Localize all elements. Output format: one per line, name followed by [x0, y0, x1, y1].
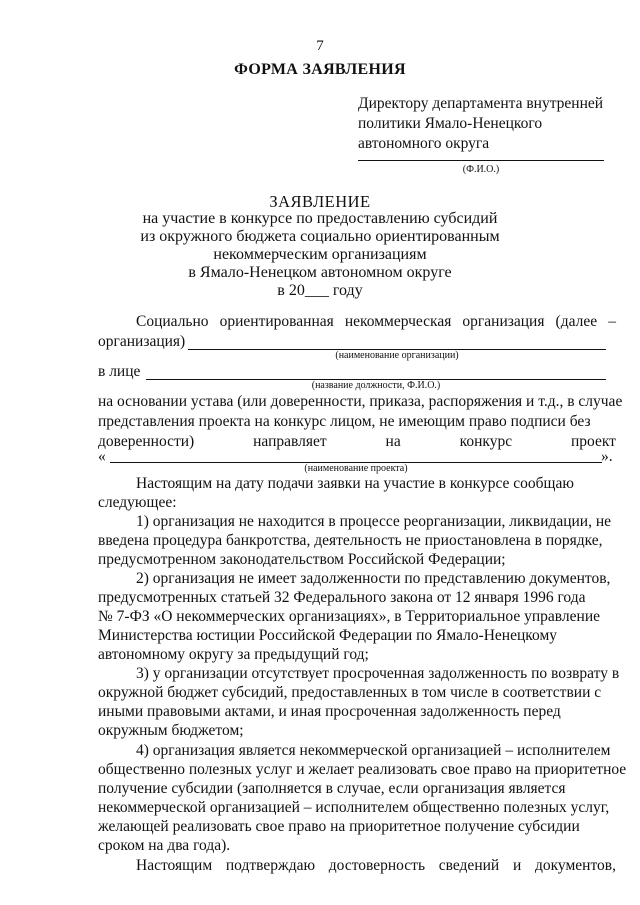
- project-name-caption: (наименование проекта): [304, 463, 408, 474]
- intro-line-2: организация): [98, 333, 186, 350]
- item3-line-4: окружным бюджетом;: [98, 722, 244, 739]
- basis-word: проект: [570, 433, 616, 450]
- item4-line-4: некоммерческой организацией – исполнителем общественно полезных услуг,: [98, 799, 610, 816]
- confirm-word: подтверждаю: [225, 857, 316, 874]
- form-title: ФОРМА ЗАЯВЛЕНИЯ: [234, 61, 406, 78]
- body-p1-line-2: следующее:: [98, 494, 177, 511]
- basis-line-3: [98, 433, 616, 451]
- confirm-word: достоверность: [328, 857, 426, 874]
- heading-line-2: из окружного бюджета социально ориентированным: [140, 228, 500, 245]
- basis-word: на: [385, 433, 401, 450]
- intro-word: Социально: [136, 313, 209, 330]
- item1-line-3: предусмотренном законодательством Российской Федерации;: [98, 551, 506, 568]
- item4-line-2: общественно полезных услуг и желает реализовать свое право на приоритетное: [98, 761, 627, 778]
- addressee-line-1: Директору департамента внутренней: [358, 95, 604, 112]
- fio-blank-line: [358, 160, 604, 161]
- item1-line-2: введена процедура банкротства, деятельность не приостановлена в порядке,: [98, 532, 603, 549]
- quote-close: ».: [601, 448, 613, 465]
- basis-line-1: на основании устава (или доверенности, приказа, распоряжения и т.д., в случае: [98, 393, 623, 410]
- item4-line-6: сроком на два года).: [98, 837, 231, 854]
- quote-open: «: [98, 448, 106, 465]
- item3-line-2: окружной бюджет субсидий, предоставленных в том числе в соответствии с: [98, 684, 602, 701]
- item3-line-3: иными правовыми актами, и иная просроченная задолженность перед: [98, 703, 561, 720]
- confirm-word: и: [512, 857, 522, 874]
- page-number: 7: [316, 38, 324, 54]
- item3-line-1: 3) у организации отсутствует просроченная задолженность по возврату в: [136, 665, 620, 682]
- addressee-line-3: автономного округа: [358, 135, 490, 152]
- in-person-label: в лице: [98, 363, 141, 380]
- item2-line-3: № 7-ФЗ «О некоммерческих организациях», в Территориальное управление: [98, 608, 600, 625]
- item1-line-1: 1) организация не находится в процессе реорганизации, ликвидации, не: [136, 513, 612, 530]
- intro-word: организация: [462, 313, 545, 330]
- fio-caption: (Ф.И.О.): [462, 164, 500, 175]
- heading-line-5: в 20___ году: [277, 282, 363, 299]
- item2-line-1: 2) организация не имеет задолженности по представлению документов,: [136, 570, 611, 587]
- org-name-caption: (наименование организации): [335, 350, 459, 361]
- intro-line-1: [136, 313, 616, 331]
- body-p1-line-1: Настоящим на дату подачи заявки на участие в конкурсе сообщаю: [136, 475, 574, 492]
- confirm-word: Настоящим: [136, 857, 213, 874]
- confirm-word: сведений: [438, 857, 500, 874]
- confirm-word: документов,: [534, 857, 616, 874]
- item2-line-2: предусмотренных статьей 32 Федерального закона от 12 января 1996 года: [98, 589, 586, 606]
- addressee-line-2: политики Ямало-Ненецкого: [358, 115, 543, 132]
- confirm-line: [136, 857, 616, 875]
- application-title: ЗАЯВЛЕНИЕ: [269, 192, 371, 211]
- heading-line-3: некоммерческим организациям: [213, 246, 427, 263]
- heading-line-4: в Ямало-Ненецком автономном округе: [188, 264, 452, 281]
- basis-word: направляет: [253, 433, 327, 450]
- item2-line-4: Министерства юстиции Российской Федерации по Ямало-Ненецкому: [98, 627, 558, 644]
- item2-line-5: автономному округу за предыдущий год;: [98, 646, 369, 663]
- intro-word: ориентированная: [219, 313, 334, 330]
- basis-word: доверенности): [98, 433, 195, 450]
- item4-line-1: 4) организация является некоммерческой организацией – исполнителем: [136, 742, 611, 759]
- intro-word: –: [608, 313, 616, 330]
- basis-line-2: представления проекта на конкурс лицом, не имеющим право подписи без: [98, 413, 591, 430]
- item4-line-5: желающей реализовать свое право на приоритетное получение субсидии: [98, 818, 580, 835]
- intro-word: (далее: [555, 313, 598, 330]
- intro-word: некоммерческая: [344, 313, 452, 330]
- position-caption: (название должности, Ф.И.О.): [311, 380, 441, 391]
- item4-line-3: получение субсидии (заполняется в случае, если организация является: [98, 780, 566, 797]
- basis-word: конкурс: [459, 433, 513, 450]
- heading-line-1: на участие в конкурсе по предоставлению субсидий: [142, 210, 498, 227]
